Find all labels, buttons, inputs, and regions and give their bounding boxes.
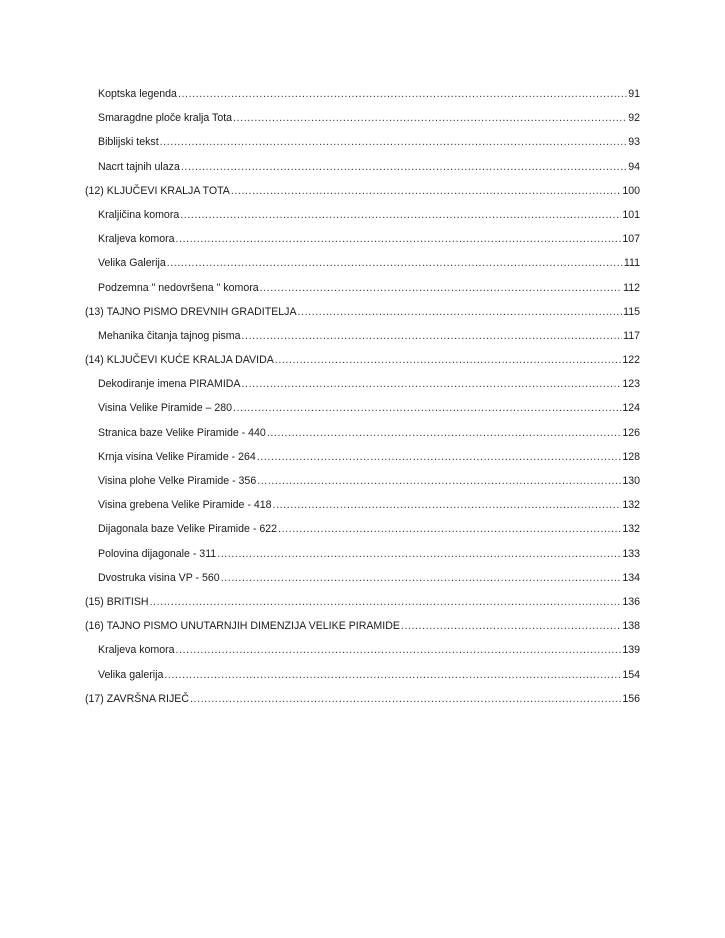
toc-page-number: 101 <box>622 208 640 221</box>
toc-page-number: 132 <box>622 523 640 536</box>
toc-dot-leader <box>160 132 628 152</box>
toc-section-entry[interactable] <box>85 447 640 471</box>
toc-page-number: 130 <box>622 475 640 487</box>
toc-section-entry[interactable] <box>85 108 640 132</box>
toc-section-entry[interactable] <box>85 519 640 543</box>
toc-page-number: 117 <box>623 329 640 342</box>
toc-chapter-entry[interactable] <box>85 689 640 713</box>
toc-page-number: 154 <box>622 668 640 681</box>
toc-dot-leader <box>267 423 621 443</box>
toc-dot-leader <box>176 229 622 249</box>
toc-section-entry[interactable] <box>85 229 640 253</box>
toc-section-entry[interactable] <box>85 326 640 350</box>
toc-page-number: 126 <box>622 426 640 439</box>
toc-entry-title: Stranica baze Velike Piramide - 440 <box>98 426 266 439</box>
toc-chapter-entry[interactable] <box>85 592 640 616</box>
toc-entry-title: Dvostruka visina VP - 560 <box>98 571 220 584</box>
toc-dot-leader <box>231 181 621 201</box>
toc-section-entry[interactable] <box>85 471 640 495</box>
toc-dot-leader <box>181 157 627 177</box>
toc-page-number: 132 <box>622 499 640 512</box>
toc-dot-leader <box>176 640 622 660</box>
toc-entry-title: (17) ZAVRŠNA RIJEČ <box>85 692 189 705</box>
toc-section-entry[interactable] <box>85 132 640 156</box>
toc-entry-title: Biblijski tekst <box>98 136 159 149</box>
toc-entry-title: Velika galerija <box>98 668 164 681</box>
toc-dot-leader <box>257 447 622 467</box>
toc-page-number: 156 <box>622 692 640 705</box>
toc-chapter-entry[interactable] <box>85 181 640 205</box>
toc-entry-title: Dekodiranje imena PIRAMIDA <box>98 378 241 391</box>
toc-dot-leader <box>221 568 622 588</box>
toc-chapter-entry[interactable] <box>85 350 640 374</box>
toc-entry-title: (16) TAJNO PISMO UNUTARNJIH DIMENZIJA VELIKE PIRAMIDE <box>85 620 400 633</box>
toc-entry-title: Velika Galerija <box>98 257 166 270</box>
toc-dot-leader <box>233 108 627 128</box>
toc-entry-title: Koptska legenda <box>98 88 177 100</box>
toc-page-number: 138 <box>622 620 640 633</box>
toc-page-number: 136 <box>622 595 640 608</box>
toc-entry-title: Visina Velike Piramide – 280 <box>98 402 233 415</box>
toc-entry-title: Kraljičina komora <box>98 208 180 221</box>
toc-dot-leader <box>275 350 622 370</box>
toc-page-number: 91 <box>628 88 640 100</box>
table-of-contents <box>85 84 640 713</box>
toc-page-number: 100 <box>622 184 640 197</box>
toc-page-number: 122 <box>622 354 640 367</box>
toc-dot-leader <box>401 616 621 636</box>
toc-entry-title: Polovina dijagonale - 311 <box>98 547 217 560</box>
toc-section-entry[interactable] <box>85 640 640 664</box>
toc-page-number: 124 <box>622 402 640 415</box>
toc-page-number: 133 <box>622 547 640 560</box>
toc-dot-leader <box>217 544 621 564</box>
toc-dot-leader <box>278 519 621 539</box>
toc-section-entry[interactable] <box>85 278 640 302</box>
toc-page-number: 111 <box>623 257 640 270</box>
toc-section-entry[interactable] <box>85 495 640 519</box>
toc-entry-title: Visina plohe Velke Piramide - 356 <box>98 475 257 487</box>
toc-section-entry[interactable] <box>85 157 640 181</box>
toc-entry-title: Kraljeva komora <box>98 233 175 246</box>
toc-entry-title: Mehanika čitanja tajnog pisma <box>98 329 241 342</box>
toc-dot-leader <box>298 302 623 322</box>
toc-section-entry[interactable] <box>85 544 640 568</box>
toc-page-number: 93 <box>628 136 640 149</box>
toc-entry-title: (15) BRITISH <box>85 595 149 608</box>
toc-entry-title: (12) KLJUČEVI KRALJA TOTA <box>85 184 230 197</box>
toc-section-entry[interactable] <box>85 568 640 592</box>
toc-page-number: 94 <box>628 160 640 173</box>
toc-section-entry[interactable] <box>85 205 640 229</box>
toc-page-number: 107 <box>622 233 640 246</box>
toc-section-entry[interactable] <box>85 423 640 447</box>
toc-chapter-entry[interactable] <box>85 302 640 326</box>
toc-entry-title: Krnja visina Velike Piramide - 264 <box>98 450 256 463</box>
toc-section-entry[interactable] <box>85 253 640 277</box>
toc-entry-title: Visina grebena Velike Piramide - 418 <box>98 499 272 512</box>
toc-dot-leader <box>164 665 621 685</box>
toc-page-number: 128 <box>622 450 640 463</box>
toc-page-number: 139 <box>622 644 640 657</box>
toc-page-number: 123 <box>622 378 640 391</box>
toc-dot-leader <box>180 205 621 225</box>
toc-page-number: 134 <box>622 571 640 584</box>
toc-dot-leader <box>242 326 623 346</box>
toc-entry-title: Nacrt tajnih ulaza <box>98 160 180 173</box>
toc-section-entry[interactable] <box>85 84 640 108</box>
toc-entry-title: (14) KLJUČEVI KUĆE KRALJA DAVIDA <box>85 354 274 367</box>
toc-section-entry[interactable] <box>85 398 640 422</box>
toc-entry-title: Dijagonala baze Velike Piramide - 622 <box>98 523 278 536</box>
toc-dot-leader <box>260 278 622 298</box>
toc-page-number: 115 <box>623 305 640 318</box>
toc-dot-leader <box>257 471 621 491</box>
toc-page-number: 112 <box>623 281 640 294</box>
toc-entry-title: Smaragdne ploče kralja Tota <box>98 112 233 125</box>
toc-dot-leader <box>150 592 622 612</box>
toc-section-entry[interactable] <box>85 374 640 398</box>
toc-dot-leader <box>178 84 627 104</box>
toc-dot-leader <box>241 374 621 394</box>
toc-section-entry[interactable] <box>85 665 640 689</box>
toc-page-number: 92 <box>628 112 640 125</box>
toc-dot-leader <box>273 495 622 515</box>
toc-chapter-entry[interactable] <box>85 616 640 640</box>
toc-entry-title: (13) TAJNO PISMO DREVNIH GRADITELJA <box>85 305 297 318</box>
toc-entry-title: Podzemna " nedovršena " komora <box>98 281 259 294</box>
toc-dot-leader <box>167 253 623 273</box>
toc-dot-leader <box>190 689 621 709</box>
toc-entry-title: Kraljeva komora <box>98 644 175 657</box>
toc-dot-leader <box>233 398 621 418</box>
